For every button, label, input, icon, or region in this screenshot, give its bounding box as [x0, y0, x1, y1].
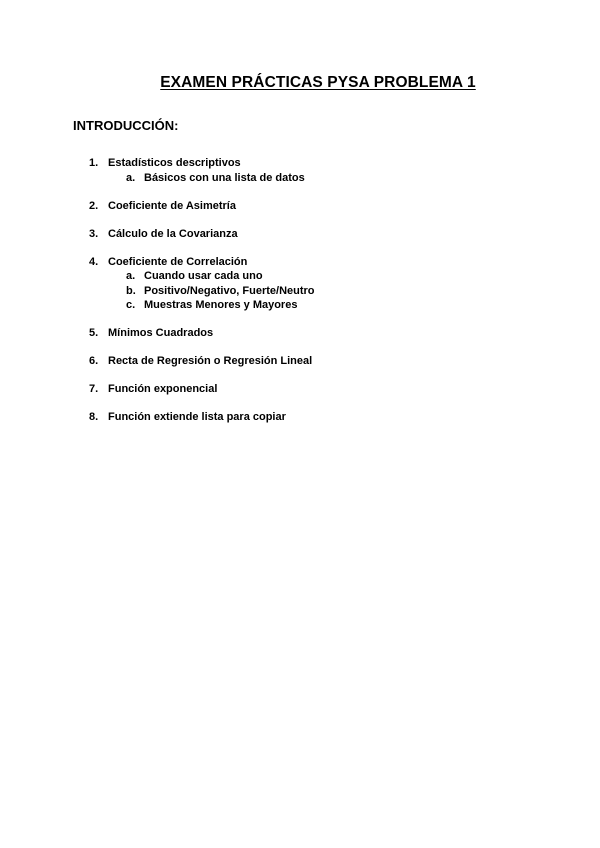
list-item [0, 255, 600, 313]
sub-list-item-label: Positivo/Negativo, Fuerte/Neutro [144, 284, 315, 297]
list-item-number: 8. [89, 411, 99, 423]
sub-list-item-label: Muestras Menores y Mayores [144, 299, 298, 311]
list-item-row [0, 199, 600, 214]
list-item-number: 4. [89, 255, 99, 268]
list-item-row [0, 255, 600, 270]
list-item-label: Coeficiente de Asimetría [108, 199, 236, 212]
list-item-row [0, 156, 600, 171]
sub-list-item [0, 284, 600, 299]
list-item [0, 354, 600, 369]
sub-list-item-label: Básicos con una lista de datos [144, 171, 305, 184]
list-item [0, 227, 600, 242]
list-item-label: Recta de Regresión o Regresión Lineal [108, 355, 313, 367]
list-item-number: 7. [89, 383, 99, 395]
list-item-number: 6. [89, 355, 99, 367]
list-item [0, 382, 600, 397]
list-item-label: Función extiende lista para copiar [108, 411, 286, 423]
list-item-row [0, 354, 600, 369]
sub-list-item-letter: a. [126, 171, 136, 184]
list-item-row [0, 410, 600, 425]
sub-list-item-letter: c. [126, 299, 136, 311]
list-item-row [0, 227, 600, 242]
list-item-label: Función exponencial [108, 383, 218, 395]
sub-list-item [0, 171, 600, 186]
list-item [0, 156, 600, 185]
list-item [0, 326, 600, 341]
list-item-number: 5. [89, 327, 99, 339]
sub-list-item-letter: b. [126, 284, 136, 297]
section-heading: INTRODUCCIÓN: [73, 118, 179, 133]
list-item-label: Estadísticos descriptivos [108, 157, 241, 169]
sub-list-item-letter: a. [126, 270, 136, 282]
list-item-number: 3. [89, 227, 99, 240]
list-item-number: 2. [89, 199, 99, 212]
list-item-number: 1. [89, 157, 99, 169]
sub-list-item [0, 269, 600, 284]
list-item-label: Mínimos Cuadrados [108, 327, 214, 339]
sub-list-item-label: Cuando usar cada uno [144, 270, 263, 282]
list-item-label: Coeficiente de Correlación [108, 255, 248, 268]
list-item-label: Cálculo de la Covarianza [108, 227, 238, 240]
list-item-row [0, 382, 600, 397]
list-item [0, 199, 600, 214]
outline-list [0, 156, 600, 438]
sub-list-item [0, 298, 600, 313]
document-title: EXAMEN PRÁCTICAS PYSA PROBLEMA 1 [160, 74, 476, 91]
list-item [0, 410, 600, 425]
list-item-row [0, 326, 600, 341]
